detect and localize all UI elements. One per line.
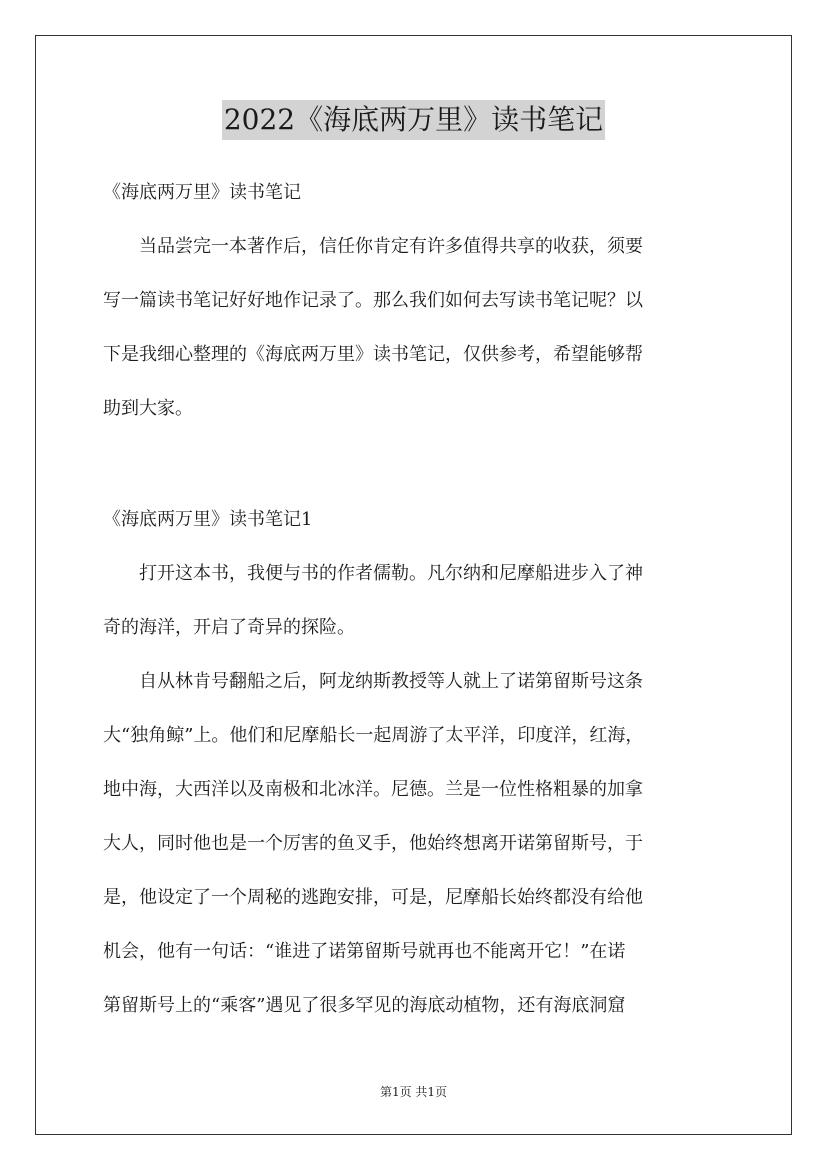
intro-heading: 《海底两万里》读书笔记 <box>103 182 301 203</box>
paragraph-line: 机会，他有一句话：“谁进了诺第留斯号就再也不能离开它！”在诺 <box>103 941 626 962</box>
paragraph-line: 大人，同时他也是一个厉害的鱼叉手，他始终想离开诺第留斯号，于 <box>103 833 643 854</box>
document-title: 2022《海底两万里》读书笔记 <box>222 100 605 140</box>
paragraph-line: 大“独角鲸”上。他们和尼摩船长一起周游了太平洋，印度洋，红海， <box>103 725 644 746</box>
paragraph-line: 自从林肯号翻船之后，阿龙纳斯教授等人就上了诺第留斯号这条 <box>103 671 643 692</box>
paragraph-line: 当品尝完一本著作后，信任你肯定有许多值得共享的收获，须要 <box>103 236 643 257</box>
paragraph-line: 打开这本书，我便与书的作者儒勒。凡尔纳和尼摩船进步入了神 <box>103 563 643 584</box>
paragraph-line: 助到大家。 <box>103 398 193 419</box>
paragraph-line: 下是我细心整理的《海底两万里》读书笔记，仅供参考，希望能够帮 <box>103 344 643 365</box>
section-heading: 《海底两万里》读书笔记1 <box>103 509 313 530</box>
paragraph-line: 地中海，大西洋以及南极和北冰洋。尼德。兰是一位性格粗暴的加拿 <box>103 779 643 800</box>
paragraph-line: 第留斯号上的“乘客”遇见了很多罕见的海底动植物，还有海底洞窟 <box>103 995 626 1016</box>
paragraph-line: 写一篇读书笔记好好地作记录了。那么我们如何去写读书笔记呢？以 <box>103 290 643 311</box>
title-container <box>0 100 827 140</box>
page-footer: 第1页 共1页 <box>379 1085 448 1099</box>
paragraph-line: 奇的海洋，开启了奇异的探险。 <box>103 617 355 638</box>
paragraph-line: 是，他设定了一个周秘的逃跑安排，可是，尼摩船长始终都没有给他 <box>103 887 643 908</box>
